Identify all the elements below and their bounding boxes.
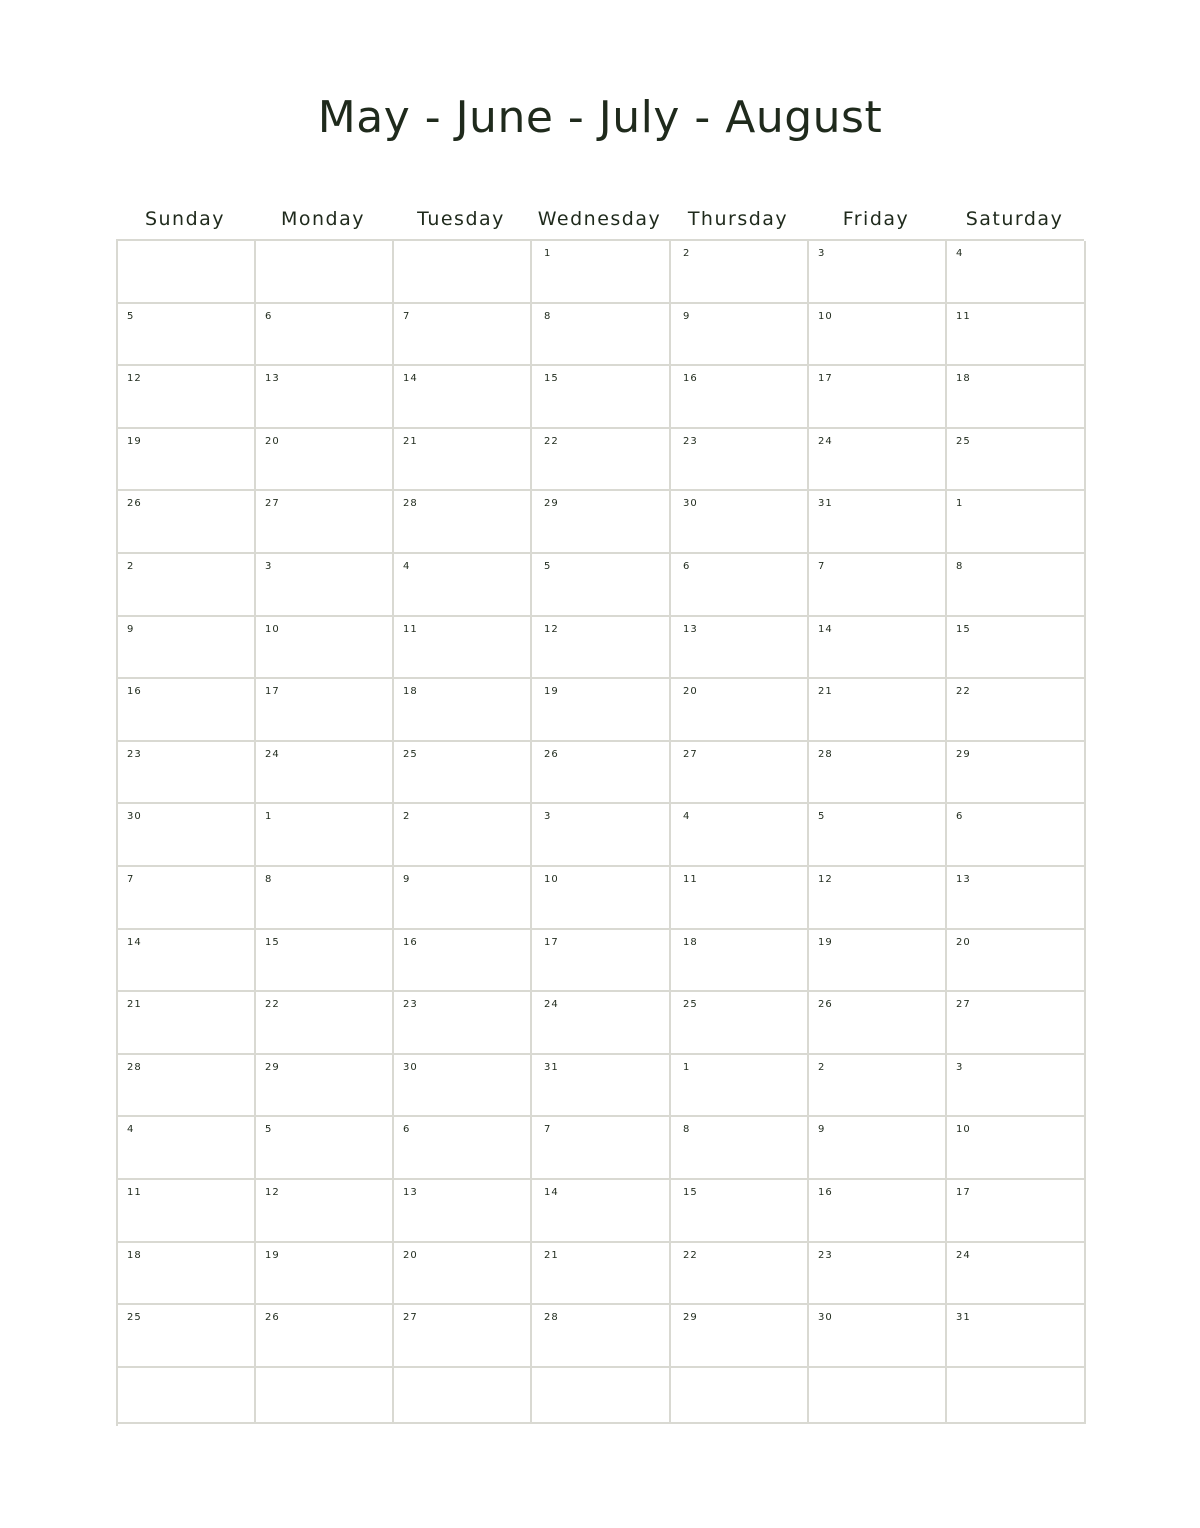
day-cell[interactable] [809, 617, 947, 680]
day-number: 16 [818, 1186, 833, 1198]
day-number: 19 [818, 936, 833, 948]
day-number: 30 [127, 811, 142, 823]
day-cell[interactable] [118, 1243, 256, 1306]
day-cell[interactable] [809, 992, 947, 1055]
day-number: 25 [683, 999, 698, 1011]
day-number: 23 [683, 435, 698, 447]
day-cell[interactable] [809, 241, 947, 304]
day-number: 16 [127, 686, 142, 698]
day-number: 15 [265, 936, 280, 948]
weekday-label-thursday: Thursday [687, 208, 789, 230]
day-cell[interactable] [256, 366, 394, 429]
day-cell[interactable] [256, 804, 394, 867]
day-cell[interactable] [394, 1117, 532, 1180]
day-number: 27 [683, 748, 698, 760]
day-number: 17 [265, 686, 280, 698]
day-cell[interactable] [947, 429, 1086, 492]
day-cell[interactable] [532, 1117, 671, 1180]
weekday-label-tuesday: Tuesday [417, 208, 505, 230]
day-number: 16 [403, 936, 418, 948]
weekday-label-wednesday: Wednesday [537, 208, 662, 230]
day-cell[interactable] [118, 429, 256, 492]
day-cell[interactable] [532, 241, 671, 304]
day-cell[interactable] [532, 1055, 671, 1118]
day-cell[interactable] [947, 1305, 1086, 1368]
day-number: 22 [265, 999, 280, 1011]
day-cell[interactable] [256, 491, 394, 554]
calendar-grid [116, 239, 1084, 1426]
day-cell[interactable] [809, 742, 947, 805]
day-number: 29 [265, 1061, 280, 1073]
day-cell[interactable] [671, 1368, 809, 1425]
day-cell[interactable] [394, 930, 532, 993]
day-cell[interactable] [947, 304, 1086, 367]
day-number: 8 [956, 560, 964, 572]
day-cell[interactable] [118, 366, 256, 429]
day-cell[interactable] [809, 1243, 947, 1306]
day-number: 10 [818, 310, 833, 322]
day-cell[interactable] [256, 930, 394, 993]
day-cell[interactable] [394, 1055, 532, 1118]
day-number: 18 [127, 1249, 142, 1261]
day-number: 19 [544, 686, 559, 698]
day-number: 1 [544, 248, 552, 259]
day-number: 3 [818, 248, 826, 259]
day-cell[interactable] [118, 491, 256, 554]
day-cell[interactable] [671, 617, 809, 680]
day-number: 29 [683, 1312, 698, 1324]
day-number: 29 [544, 498, 559, 510]
day-number: 13 [403, 1186, 418, 1198]
day-cell[interactable] [809, 679, 947, 742]
day-cell[interactable] [947, 867, 1086, 930]
day-cell[interactable] [671, 804, 809, 867]
day-cell[interactable] [671, 304, 809, 367]
day-number: 13 [956, 873, 971, 885]
day-number: 9 [403, 873, 411, 885]
day-number: 20 [683, 686, 698, 698]
day-number: 22 [683, 1249, 698, 1261]
day-number: 18 [683, 936, 698, 948]
weekday-label-friday: Friday [842, 208, 910, 230]
day-number: 14 [544, 1186, 559, 1198]
day-number: 3 [265, 560, 273, 572]
day-number: 4 [403, 560, 411, 572]
day-number: 18 [403, 686, 418, 698]
day-number: 28 [403, 498, 418, 510]
day-cell[interactable] [671, 742, 809, 805]
day-cell[interactable] [118, 992, 256, 1055]
day-number: 31 [956, 1312, 971, 1324]
day-cell[interactable] [394, 742, 532, 805]
day-number: 24 [956, 1249, 971, 1261]
day-number: 1 [956, 498, 964, 510]
day-cell[interactable] [118, 1117, 256, 1180]
day-cell[interactable] [532, 1243, 671, 1306]
day-cell[interactable] [394, 366, 532, 429]
day-number: 10 [956, 1124, 971, 1136]
day-cell[interactable] [256, 554, 394, 617]
day-cell[interactable] [256, 1243, 394, 1306]
day-number: 15 [544, 373, 559, 385]
day-number: 18 [956, 373, 971, 385]
day-number: 6 [683, 560, 691, 572]
day-number: 1 [265, 811, 273, 823]
day-cell[interactable] [809, 1180, 947, 1243]
day-cell[interactable] [947, 742, 1086, 805]
day-number: 5 [127, 310, 135, 322]
day-cell[interactable] [532, 742, 671, 805]
day-number: 6 [403, 1124, 411, 1136]
day-number: 10 [265, 623, 280, 635]
day-cell[interactable] [394, 1305, 532, 1368]
day-number: 19 [127, 435, 142, 447]
day-cell[interactable] [394, 491, 532, 554]
weekday-header-row [116, 208, 1084, 236]
day-cell[interactable] [809, 1305, 947, 1368]
weekday-label-sunday: Sunday [144, 208, 226, 230]
day-cell[interactable] [947, 1117, 1086, 1180]
day-cell[interactable] [532, 1180, 671, 1243]
day-number: 28 [127, 1061, 142, 1073]
day-number: 13 [683, 623, 698, 635]
day-number: 29 [956, 748, 971, 760]
day-number: 20 [956, 936, 971, 948]
day-number: 30 [403, 1061, 418, 1073]
day-cell[interactable] [532, 1368, 671, 1425]
day-cell[interactable] [671, 1305, 809, 1368]
page-title: May - June - July - August [317, 92, 883, 143]
day-cell[interactable] [532, 930, 671, 993]
day-cell[interactable] [947, 554, 1086, 617]
day-cell[interactable] [394, 992, 532, 1055]
day-cell[interactable] [394, 429, 532, 492]
day-cell[interactable] [256, 867, 394, 930]
day-cell[interactable] [256, 241, 394, 304]
day-cell[interactable] [532, 867, 671, 930]
day-cell[interactable] [671, 867, 809, 930]
day-number: 22 [956, 686, 971, 698]
day-cell[interactable] [118, 304, 256, 367]
day-number: 11 [956, 310, 971, 322]
day-cell[interactable] [256, 1368, 394, 1425]
day-number: 17 [544, 936, 559, 948]
day-cell[interactable] [256, 679, 394, 742]
day-number: 23 [127, 748, 142, 760]
day-number: 2 [818, 1061, 826, 1073]
day-number: 26 [544, 748, 559, 760]
day-number: 6 [956, 811, 964, 823]
day-number: 31 [544, 1061, 559, 1073]
day-number: 4 [683, 811, 691, 823]
day-cell[interactable] [947, 491, 1086, 554]
day-number: 9 [127, 623, 135, 635]
day-number: 23 [403, 999, 418, 1011]
day-cell[interactable] [532, 491, 671, 554]
day-number: 5 [544, 560, 552, 572]
day-cell[interactable] [809, 804, 947, 867]
day-cell[interactable] [256, 304, 394, 367]
day-number: 12 [818, 873, 833, 885]
day-number: 21 [403, 435, 418, 447]
day-number: 28 [818, 748, 833, 760]
day-cell[interactable] [118, 930, 256, 993]
day-number: 25 [403, 748, 418, 760]
day-number: 2 [403, 811, 411, 823]
day-cell[interactable] [118, 241, 256, 304]
day-cell[interactable] [809, 1368, 947, 1425]
day-cell[interactable] [809, 1055, 947, 1118]
day-cell[interactable] [671, 1055, 809, 1118]
day-number: 28 [544, 1312, 559, 1324]
day-cell[interactable] [947, 366, 1086, 429]
day-cell[interactable] [947, 1243, 1086, 1306]
day-number: 27 [403, 1312, 418, 1324]
day-number: 11 [127, 1186, 142, 1198]
day-number: 4 [956, 248, 964, 259]
day-cell[interactable] [394, 679, 532, 742]
day-cell[interactable] [532, 554, 671, 617]
day-number: 24 [265, 748, 280, 760]
day-cell[interactable] [671, 429, 809, 492]
day-number: 24 [544, 999, 559, 1011]
day-cell[interactable] [532, 804, 671, 867]
day-number: 26 [818, 999, 833, 1011]
day-cell[interactable] [118, 1368, 256, 1425]
day-number: 1 [683, 1061, 691, 1073]
day-cell[interactable] [671, 554, 809, 617]
day-number: 31 [818, 498, 833, 510]
day-cell[interactable] [671, 930, 809, 993]
day-cell[interactable] [671, 679, 809, 742]
day-cell[interactable] [532, 429, 671, 492]
day-cell[interactable] [394, 1368, 532, 1425]
day-cell[interactable] [671, 992, 809, 1055]
day-cell[interactable] [532, 679, 671, 742]
day-cell[interactable] [256, 1117, 394, 1180]
day-cell[interactable] [532, 992, 671, 1055]
day-number: 30 [818, 1312, 833, 1324]
day-number: 6 [265, 310, 273, 322]
day-number: 27 [265, 498, 280, 510]
day-cell[interactable] [394, 1243, 532, 1306]
day-cell[interactable] [809, 366, 947, 429]
day-cell[interactable] [947, 992, 1086, 1055]
day-number: 20 [403, 1249, 418, 1261]
day-cell[interactable] [256, 742, 394, 805]
day-number: 22 [544, 435, 559, 447]
day-cell[interactable] [394, 617, 532, 680]
day-number: 24 [818, 435, 833, 447]
day-number: 27 [956, 999, 971, 1011]
day-cell[interactable] [947, 804, 1086, 867]
day-cell[interactable] [256, 992, 394, 1055]
day-cell[interactable] [118, 554, 256, 617]
day-cell[interactable] [256, 617, 394, 680]
day-cell[interactable] [394, 304, 532, 367]
day-cell[interactable] [809, 1117, 947, 1180]
day-number: 3 [544, 811, 552, 823]
day-number: 10 [544, 873, 559, 885]
day-number: 11 [683, 873, 698, 885]
day-cell[interactable] [118, 1180, 256, 1243]
day-cell[interactable] [118, 679, 256, 742]
day-number: 26 [127, 498, 142, 510]
day-number: 21 [544, 1249, 559, 1261]
day-number: 7 [544, 1124, 552, 1136]
day-number: 19 [265, 1249, 280, 1261]
day-number: 15 [956, 623, 971, 635]
day-number: 17 [818, 373, 833, 385]
day-number: 16 [683, 373, 698, 385]
day-cell[interactable] [394, 554, 532, 617]
day-number: 7 [403, 310, 411, 322]
day-cell[interactable] [118, 617, 256, 680]
day-cell[interactable] [394, 241, 532, 304]
weekday-label-saturday: Saturday [965, 208, 1064, 230]
day-number: 25 [956, 435, 971, 447]
day-cell[interactable] [809, 867, 947, 930]
day-number: 21 [818, 686, 833, 698]
day-number: 4 [127, 1124, 135, 1136]
day-cell[interactable] [394, 867, 532, 930]
day-number: 2 [683, 248, 691, 259]
day-number: 11 [403, 623, 418, 635]
day-cell[interactable] [809, 491, 947, 554]
day-cell[interactable] [118, 1305, 256, 1368]
day-cell[interactable] [671, 1117, 809, 1180]
day-cell[interactable] [947, 617, 1086, 680]
day-number: 12 [265, 1186, 280, 1198]
day-cell[interactable] [532, 366, 671, 429]
day-number: 5 [265, 1124, 273, 1136]
day-cell[interactable] [394, 1180, 532, 1243]
day-number: 12 [544, 623, 559, 635]
day-cell[interactable] [256, 429, 394, 492]
day-number: 9 [818, 1124, 826, 1136]
day-number: 26 [265, 1312, 280, 1324]
day-number: 23 [818, 1249, 833, 1261]
day-number: 3 [956, 1061, 964, 1073]
day-cell[interactable] [394, 804, 532, 867]
day-number: 7 [127, 873, 135, 885]
day-number: 12 [127, 373, 142, 385]
day-number: 14 [818, 623, 833, 635]
day-cell[interactable] [947, 679, 1086, 742]
day-number: 21 [127, 999, 142, 1011]
day-number: 8 [265, 873, 273, 885]
day-cell[interactable] [532, 304, 671, 367]
day-cell[interactable] [671, 241, 809, 304]
day-cell[interactable] [809, 554, 947, 617]
day-cell[interactable] [671, 366, 809, 429]
day-cell[interactable] [256, 1055, 394, 1118]
day-number: 8 [683, 1124, 691, 1136]
day-cell[interactable] [671, 1180, 809, 1243]
day-cell[interactable] [947, 930, 1086, 993]
day-cell[interactable] [947, 1180, 1086, 1243]
day-number: 7 [818, 560, 826, 572]
day-cell[interactable] [118, 742, 256, 805]
day-number: 13 [265, 373, 280, 385]
day-cell[interactable] [947, 1368, 1086, 1425]
day-number: 5 [818, 811, 826, 823]
day-cell[interactable] [671, 1243, 809, 1306]
day-number: 2 [127, 560, 135, 572]
day-number: 9 [683, 310, 691, 322]
day-cell[interactable] [671, 491, 809, 554]
day-number: 30 [683, 498, 698, 510]
day-number: 14 [127, 936, 142, 948]
day-number: 15 [683, 1186, 698, 1198]
day-cell[interactable] [809, 930, 947, 993]
day-cell[interactable] [532, 1305, 671, 1368]
day-number: 14 [403, 373, 418, 385]
day-number: 8 [544, 310, 552, 322]
day-number: 25 [127, 1312, 142, 1324]
day-cell[interactable] [256, 1180, 394, 1243]
day-cell[interactable] [256, 1305, 394, 1368]
day-cell[interactable] [947, 1055, 1086, 1118]
day-cell[interactable] [118, 867, 256, 930]
day-cell[interactable] [947, 241, 1086, 304]
day-cell[interactable] [532, 617, 671, 680]
day-cell[interactable] [118, 1055, 256, 1118]
day-cell[interactable] [809, 429, 947, 492]
day-number: 20 [265, 435, 280, 447]
day-cell[interactable] [809, 304, 947, 367]
weekday-label-monday: Monday [280, 208, 365, 230]
day-cell[interactable] [118, 804, 256, 867]
day-number: 17 [956, 1186, 971, 1198]
